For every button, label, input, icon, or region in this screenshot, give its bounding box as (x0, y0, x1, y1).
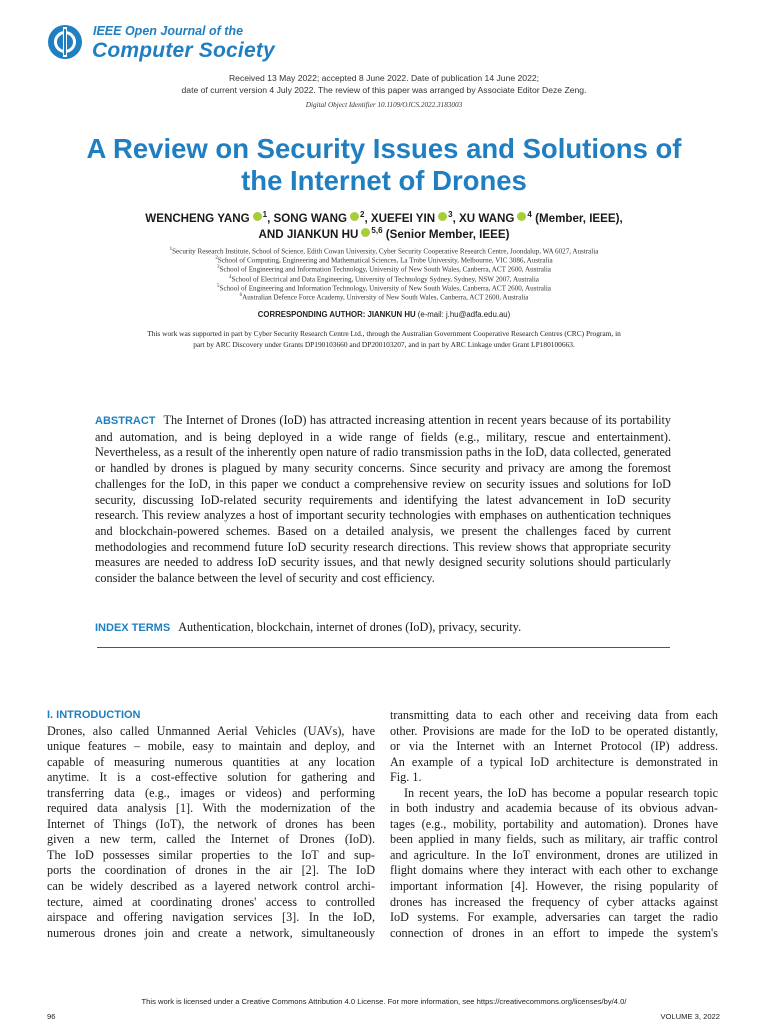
author-affil-ref: 5,6 (371, 226, 383, 235)
title-line1: A Review on Security Issues and Solutions of (86, 133, 682, 164)
author-name: XU WANG (459, 211, 515, 225)
publication-dates-line2: date of current version 4 July 2022. The review of this paper was arranged by Associate Editor Deze Zeng. (181, 85, 587, 95)
body-line: numerous drones join and create a network, simultaneously (47, 925, 375, 940)
orcid-icon[interactable] (517, 212, 526, 221)
abstract-label: ABSTRACT (95, 415, 156, 427)
section-divider (97, 647, 670, 648)
body-line: important information [4]. However, the rising popularity of (390, 879, 718, 894)
body-line: unique features – mobile, easy to maintain and deploy, and (47, 739, 375, 754)
affiliation-text: School of Engineering and Information Technology, University of New South Wales, Canberra, ACT 2600, Australia (219, 284, 551, 293)
doi: Digital Object Identifier 10.1109/OJCS.2022.3183003 (305, 101, 463, 109)
section-heading: I. INTRODUCTION (47, 709, 141, 721)
index-terms (95, 620, 671, 635)
orcid-icon[interactable] (350, 212, 359, 221)
license-notice: This work is licensed under a Creative Commons Attribution 4.0 License. For more information, see https://creativecommons.org/licenses/by/4.0/ (141, 997, 627, 1006)
affiliation-text: School of Engineering and Information Technology, University of New South Wales, Canberra, ACT 2600, Australia (219, 265, 551, 274)
body-line: other. Provisions are made for the IoD to be operated distantly, (390, 723, 718, 738)
body-line: Fig. 1. (390, 770, 422, 785)
author-separator: (Member, IEEE), (531, 211, 623, 225)
body-line: can be widely described as a layered network control archi- (47, 879, 375, 894)
journal-name-line1: IEEE Open Journal of the (93, 24, 244, 38)
author-name: AND JIANKUN HU (258, 227, 359, 241)
author-affil-ref: 4 (527, 210, 532, 219)
index-terms-text: Authentication, blockchain, internet of drones (IoD), privacy, security. (178, 620, 522, 634)
body-line: tecture, aimed at coordinating drones' access to controlled (47, 894, 375, 909)
journal-name-line2: Computer Society (92, 39, 275, 62)
affiliation-text: Australian Defence Force Academy, University of New South Wales, Canberra, ACT 2600, Australia (242, 293, 529, 302)
body-line: ports the coordination of drones in the air [2]. The IoD (47, 863, 375, 878)
body-line: airspace and offering navigation services [3]. In the IoD, (47, 910, 375, 925)
author-line2 (40, 223, 728, 243)
body-line: The IoD possesses similar properties to the IoT and sup- (47, 847, 375, 862)
paper-title (40, 133, 728, 197)
body-line: Drones, also called Unmanned Aerial Vehicles (UAVs), have (47, 723, 375, 738)
author-name: XUEFEI YIN (370, 211, 436, 225)
funding-line1: This work was supported in part by Cyber Security Research Centre Ltd., through the Australian Government Cooperative Research Centres (CRC) Program, in (147, 329, 621, 338)
title-line2: the Internet of Drones (241, 165, 527, 196)
ieee-computer-society-logo (46, 23, 84, 61)
affiliation-number: 1 (169, 247, 173, 252)
body-line: or via the Internet with an Internet Protocol (IP) address. (390, 739, 718, 754)
page-number: 96 (47, 1012, 56, 1021)
body-line: transferring data (e.g., images or videos) and performing (47, 785, 375, 800)
author-name: SONG WANG (273, 211, 347, 225)
abstract (95, 413, 671, 587)
body-line: tages (e.g., mobility, portability and automation). Drones have (390, 816, 718, 831)
affiliation-number: 4 (229, 275, 232, 280)
body-line: connection of drones in an effort to impede the system's (390, 925, 718, 940)
affiliation-text: School of Electrical and Data Engineering, University of Technology Sydney, Sydney, NSW 2007, Australia (231, 275, 539, 284)
author-affil-ref: 3 (448, 210, 453, 219)
index-terms-label: INDEX TERMS (95, 622, 171, 634)
abstract-text: The Internet of Drones (IoD) has attracted increasing attention in recent years because of its portability and automation, and is being deployed in a wide range of fields (e.g., military, rescue and entertainment). Nevertheless, as a result of the inherently open nature of radio transmission paths in the IoD, data collected, generated or handled by drones is plagued by many security concerns. Since security and privacy are among the foremost challenges for the IoD, in this paper we conduct a comprehensive review on security issues and solutions for IoD security, discussing IoD-related security requirements and identifying the latest advancement in IoD security research. This review analyzes a host of important security technologies with emphases on authentication techniques and blockchain-powered schemes. Based on a detailed analysis, we present the challenges faced by current methodologies and recommend future IoD security research directions. This review shows that appropriate security measures are needed to address IoD security issues, and that newly designed security solutions should particularly consider the balance between the level of security and cost efficiency. (95, 413, 671, 586)
funding-line2: part by ARC Discovery under Grants DP190103660 and DP200103207, and in part by ARC Linkage under Grant LP180100663. (193, 340, 575, 349)
author-separator: , (267, 211, 274, 225)
body-column-left (47, 708, 375, 941)
body-line: An example of a typical IoD architecture is demonstrated in (390, 754, 718, 769)
affiliation (40, 291, 728, 302)
corresponding-author-label: CORRESPONDING AUTHOR: JIANKUN HU (257, 310, 416, 319)
body-line: drones has increased the frequency of cyber attacks against (390, 894, 718, 909)
author-affil-ref: 1 (262, 210, 268, 219)
body-line: in both industry and academia because of its obvious advan- (390, 801, 718, 816)
affiliation-number: 5 (217, 284, 220, 289)
body-line: flight domains where they interact with each other to exchange (390, 863, 718, 878)
affiliation-text: School of Computing, Engineering and Mathematical Sciences, La Trobe University, Melbourne, VIC 3086, Australia (217, 256, 553, 265)
affiliation-text: Security Research Institute, School of Science, Edith Cowan University, Cyber Security Cooperative Research Centre, Joondalup, WA 6027, Australia (172, 247, 599, 256)
body-line: IoD systems. For example, adversaries can target the radio (390, 910, 718, 925)
affiliation-number: 3 (217, 265, 220, 270)
corresponding-author (0, 310, 768, 319)
author-separator: (Senior Member, IEEE) (382, 227, 510, 241)
affiliation-number: 2 (215, 256, 218, 261)
publication-dates-line1: Received 13 May 2022; accepted 8 June 2022. Date of publication 14 June 2022; (228, 73, 540, 83)
body-line: capable of measuring numerous quantities at any location (47, 754, 375, 769)
body-line: Internet of Things (IoT), the network of drones has been (47, 816, 375, 831)
body-line: and agriculture. In the IoT environment, drones are utilized in (390, 847, 718, 862)
author-name: WENCHENG YANG (145, 211, 250, 225)
orcid-icon[interactable] (438, 212, 447, 221)
body-line: given a new term, called the Internet of Drones (IoD). (47, 832, 375, 847)
body-column-right (390, 708, 718, 941)
corresponding-author-email[interactable]: (e-mail: j.hu@adfa.edu.au) (417, 310, 511, 319)
body-line: anytime. It is a cost-effective solution for gathering and (47, 770, 375, 785)
author-separator: , (364, 211, 371, 225)
orcid-icon[interactable] (361, 228, 370, 237)
body-line: transmitting data to each other and receiving data from each (390, 708, 718, 722)
volume-label: VOLUME 3, 2022 (660, 1012, 720, 1021)
body-line: In recent years, the IoD has become a popular research topic (404, 785, 718, 800)
author-affil-ref: 2 (359, 210, 365, 219)
body-line: required data analysis [1]. With the modernization of the (47, 801, 375, 816)
author-separator: , (452, 211, 460, 225)
affiliation-number: 6 (239, 293, 243, 298)
orcid-icon[interactable] (253, 212, 262, 221)
body-line: been applied in many fields, such as military, air traffic control (390, 832, 718, 847)
